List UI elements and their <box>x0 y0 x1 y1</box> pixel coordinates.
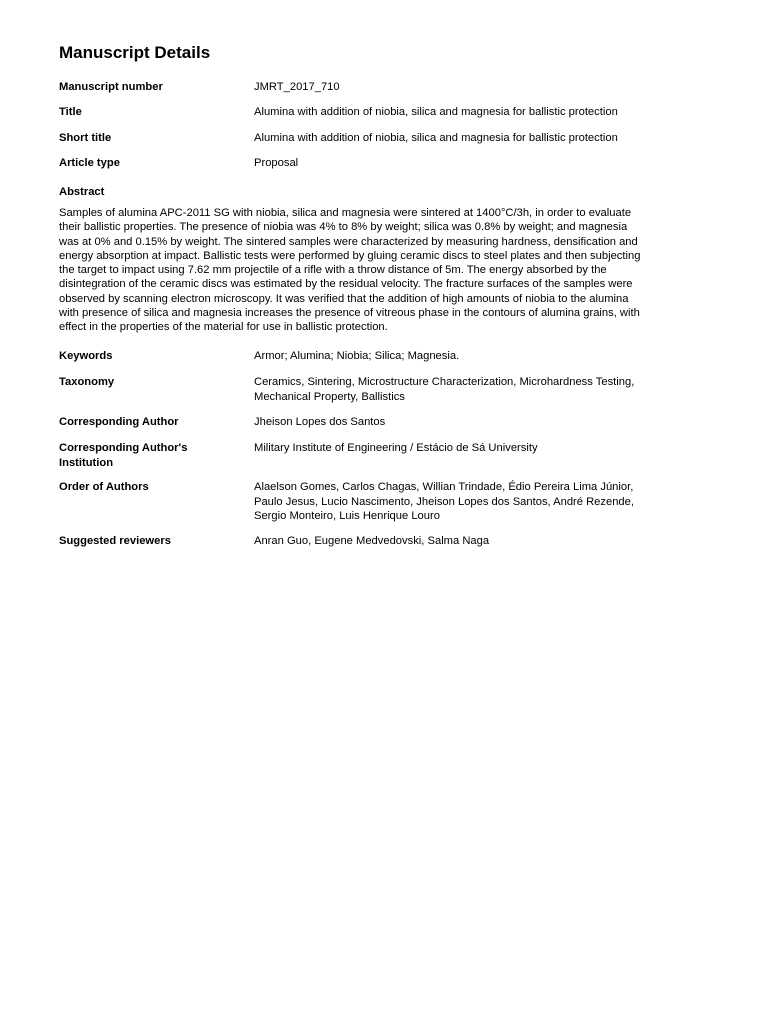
field-value-line: Ceramics, Sintering, Microstructure Characterization, Microhardness Testing, <box>254 376 635 388</box>
abstract-line: effect in the properties of the material for use in ballistic protection. <box>59 321 388 334</box>
field-value-line: JMRT_2017_710 <box>254 81 340 93</box>
field-value <box>254 375 709 404</box>
abstract-line: energy absorption at impact. Ballistic tests were performed by gluing ceramic discs to steel plates and then subjecting <box>59 249 641 262</box>
field-value-line: Anran Guo, Eugene Medvedovski, Salma Naga <box>254 535 490 547</box>
field-label-line: Suggested reviewers <box>59 535 171 547</box>
field-value <box>254 480 709 524</box>
field-value-line: Mechanical Property, Ballistics <box>254 390 405 403</box>
field-value-line: Paulo Jesus, Lucio Nascimento, Jheison Lopes dos Santos, André Rezende, <box>254 495 634 508</box>
field-value-line: Military Institute of Engineering / Estácio de Sá University <box>254 442 538 454</box>
field-value-line: Proposal <box>254 157 299 169</box>
abstract-heading: Abstract <box>59 186 105 198</box>
field-label <box>59 375 244 390</box>
abstract-line: disintegration of the ceramic discs was estimated by the residual velocity. The fracture surfaces of the samples were <box>59 278 633 291</box>
field-label: Title <box>59 106 82 118</box>
field-value <box>254 441 709 456</box>
field-label: Article type <box>59 157 120 169</box>
field-value <box>254 80 709 95</box>
field-value-line: Sergio Monteiro, Luis Henrique Louro <box>254 510 440 522</box>
field-label-line: Corresponding Author's <box>59 442 188 454</box>
abstract-line: with presence of silica and magnesia increases the presence of vitreous phase in the contours of alumina grains, with <box>59 307 640 320</box>
page-title: Manuscript Details <box>59 43 211 62</box>
abstract-line: their ballistic properties. The presence of niobia was 4% to 8% by weight; silica was 0.8% by weight; and magnesia <box>59 221 628 234</box>
field-label-line: Order of Authors <box>59 481 149 493</box>
field-value <box>254 349 709 364</box>
field-label <box>59 534 244 549</box>
field-value <box>254 131 709 146</box>
field-label-line: Corresponding Author <box>59 416 179 428</box>
field-label-line: Institution <box>59 456 114 469</box>
field-value-line: Armor; Alumina; Niobia; Silica; Magnesia. <box>254 350 460 362</box>
field-label-line: Taxonomy <box>59 376 115 388</box>
field-label <box>59 349 244 364</box>
field-label <box>59 415 244 430</box>
field-value <box>254 156 709 171</box>
abstract-body <box>59 206 709 335</box>
field-value-line: Alumina with addition of niobia, silica and magnesia for ballistic protection <box>254 132 618 144</box>
field-label: Short title <box>59 132 112 144</box>
abstract-line: was at 0% and 0.15% by weight. The sintered samples were characterized by measuring hardness, densification and <box>59 235 638 248</box>
field-label <box>59 441 244 470</box>
field-value-line: Alaelson Gomes, Carlos Chagas, Willian Trindade, Édio Pereira Lima Júnior, <box>254 481 634 493</box>
field-label <box>59 480 244 495</box>
abstract-line: observed by scanning electron microscopy. It was verified that the addition of high amounts of niobia to the alumina <box>59 292 629 305</box>
field-value-line: Jheison Lopes dos Santos <box>254 416 386 428</box>
field-value <box>254 105 709 120</box>
abstract-line: Samples of alumina APC-2011 SG with niobia, silica and magnesia were sintered at 1400°C/3h, in order to evaluate <box>59 207 632 219</box>
field-value <box>254 415 709 430</box>
field-label: Manuscript number <box>59 81 163 93</box>
field-value <box>254 534 709 549</box>
abstract-line: the target to impact using 7.62 mm projectile of a rifle with a throw distance of 5m. The energy absorbed by the <box>59 264 607 277</box>
field-label-line: Keywords <box>59 350 113 362</box>
field-value-line: Alumina with addition of niobia, silica and magnesia for ballistic protection <box>254 106 618 118</box>
